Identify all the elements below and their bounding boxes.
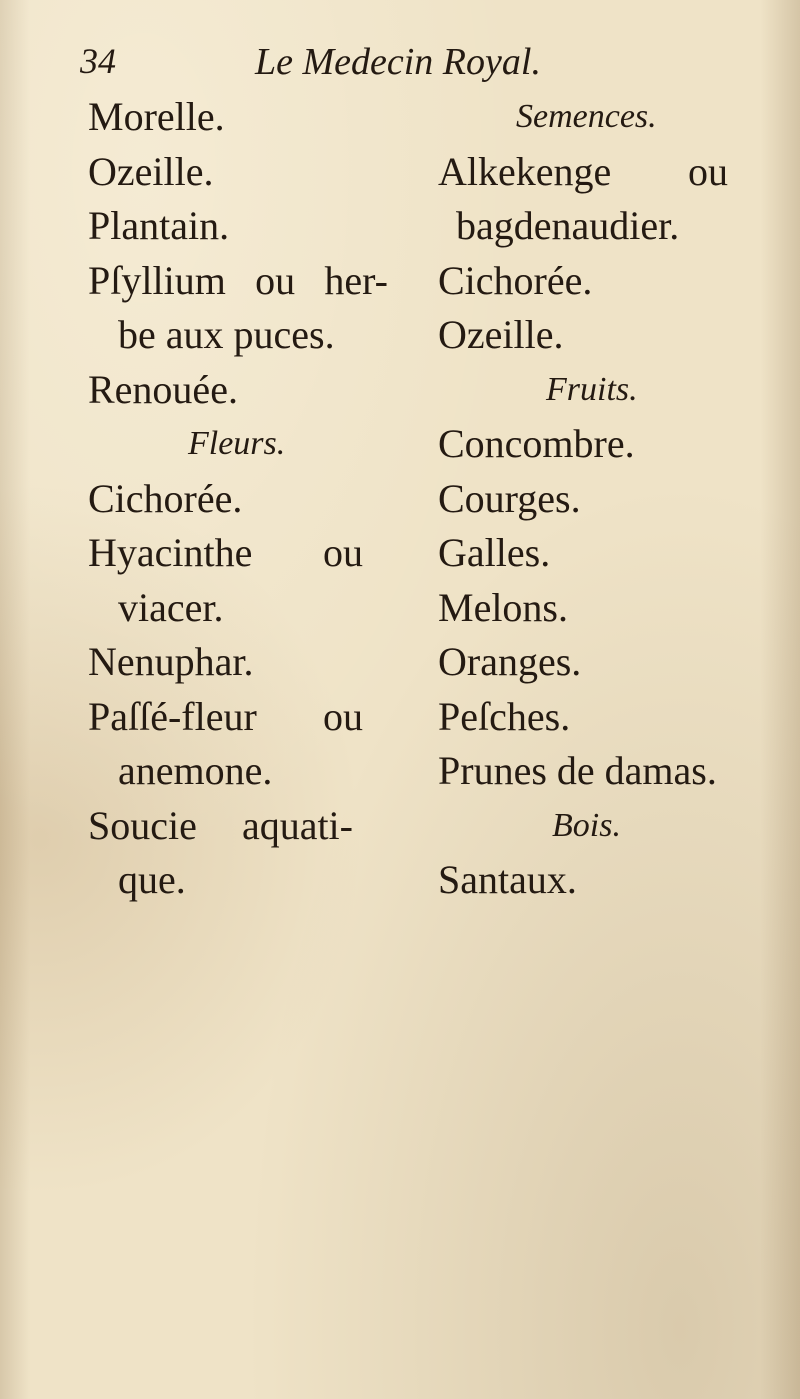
- entry-hyacinthe-line2: viacer.: [118, 584, 224, 630]
- right-column: [438, 90, 768, 908]
- entry-psyllium-line2: be aux puces.: [118, 312, 335, 357]
- entry-passe-fleur-word1: Paſſé-fleur: [88, 693, 257, 739]
- entry-melons: Melons.: [438, 584, 568, 630]
- entry-hyacinthe-line1: [88, 526, 363, 581]
- section-heading-fleurs: Fleurs.: [188, 425, 286, 462]
- entry-plantain: Plantain.: [88, 203, 230, 248]
- entry-alkekenge-word2: ou: [688, 148, 728, 194]
- entry-morelle: Morelle.: [88, 94, 225, 139]
- entry-psyllium-word3: her-: [324, 257, 388, 303]
- entry-oranges: Oranges.: [438, 639, 582, 684]
- section-heading-fruits: Fruits.: [546, 370, 638, 408]
- entry-nenuphar: Nenuphar.: [88, 639, 254, 684]
- entry-passe-fleur-line1: [88, 690, 363, 745]
- entry-psyllium-word2: ou: [255, 257, 296, 303]
- entry-pesches: Peſches.: [438, 693, 571, 739]
- page-number: 34: [80, 41, 116, 81]
- entry-courges: Courges.: [438, 475, 581, 521]
- entry-renouee: Renouée.: [88, 366, 238, 412]
- entry-santaux: Santaux.: [438, 857, 577, 902]
- entry-alkekenge-line1: [438, 145, 728, 200]
- entry-concombre: Concombre.: [438, 421, 635, 466]
- entry-passe-fleur-line2: anemone.: [118, 748, 273, 793]
- entry-galles: Galles.: [438, 530, 551, 575]
- entry-soucie-line1: [88, 799, 353, 854]
- entry-cichoree: Cichorée.: [88, 475, 243, 521]
- running-title: Le Medecin Royal.: [255, 41, 541, 83]
- left-column: [88, 90, 408, 908]
- entry-alkekenge-word1: Alkekenge: [438, 148, 612, 194]
- entry-psyllium-line1: [88, 254, 388, 309]
- entry-soucie-word2: aquati-: [241, 802, 353, 848]
- entry-prunes: Prunes de damas.: [438, 748, 717, 793]
- page-header: [80, 34, 640, 94]
- entry-soucie-line2: que.: [118, 857, 186, 902]
- section-heading-semences: Semences.: [516, 98, 657, 135]
- entry-ozeille-right: Ozeille.: [438, 312, 564, 357]
- entry-alkekenge-line2: bagdenaudier.: [456, 203, 680, 248]
- section-heading-bois: Bois.: [552, 806, 621, 844]
- entry-hyacinthe-word1: Hyacinthe: [88, 530, 253, 575]
- entry-soucie-word1: Soucie: [88, 802, 197, 848]
- entry-ozeille: Ozeille.: [88, 148, 214, 194]
- entry-hyacinthe-word2: ou: [323, 530, 363, 575]
- entry-psyllium-word1: Pſyllium: [88, 257, 226, 303]
- entry-passe-fleur-word2: ou: [323, 693, 363, 739]
- entry-cichoree-right: Cichorée.: [438, 257, 593, 303]
- show-through-texture: [480, 860, 780, 1280]
